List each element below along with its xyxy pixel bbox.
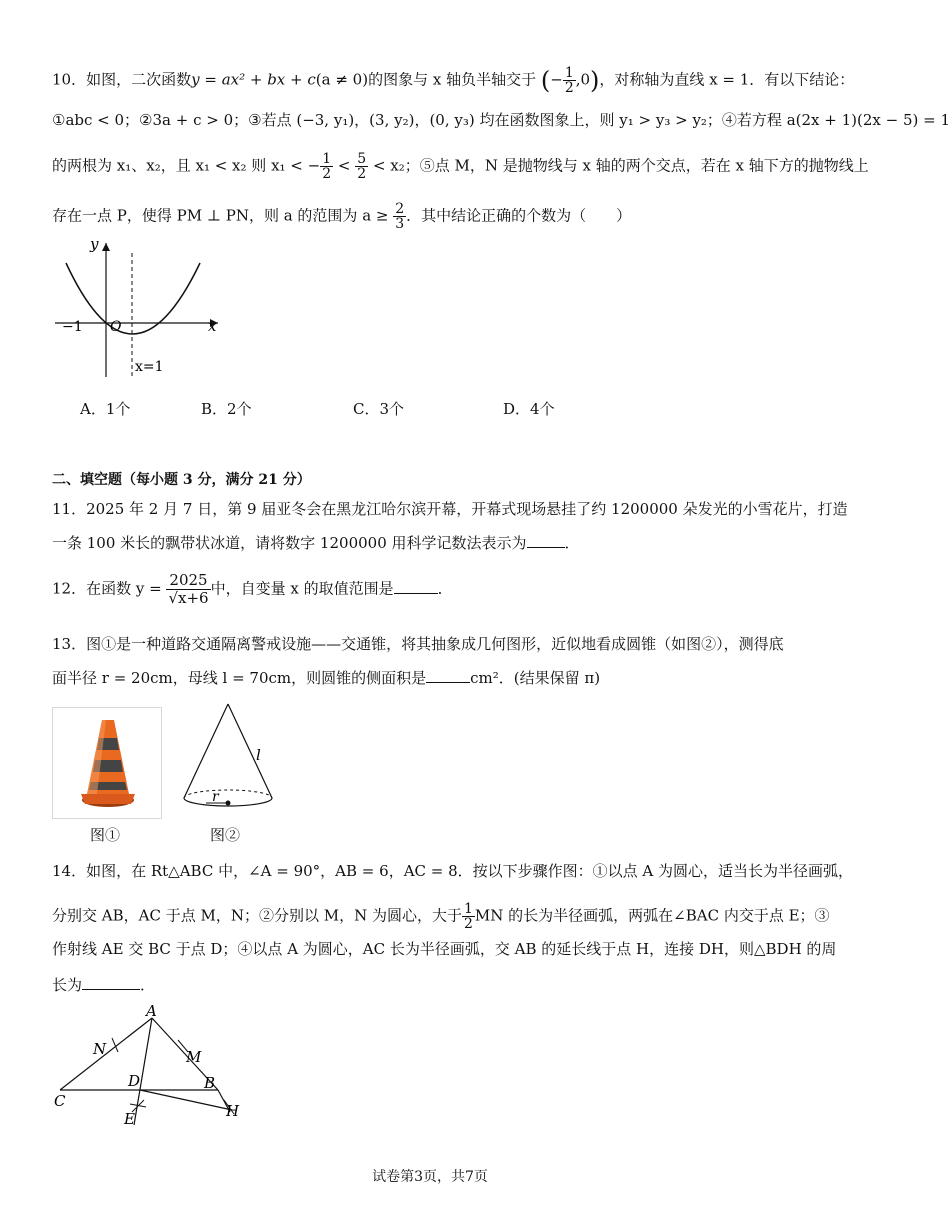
q11-line1: 11．2025 年 2 月 7 日，第 9 届亚冬会在黑龙江哈尔滨开幕，开幕式现场悬挂了约 1200000 朵发光的小雪花片，打造	[52, 500, 848, 518]
option-d[interactable]: D．4个	[503, 400, 555, 418]
q10-line1: 10．如图，二次函数y = ax² + bx + c(a ≠ 0)的图象与 x 轴负半轴交于 (− $\frac{1}{2}$ ,0)，对称轴为直线 x = 1．有以下结论：	[52, 65, 855, 96]
option-c[interactable]: C．3个	[353, 400, 405, 418]
q14-line3: 作射线 AE 交 BC 于点 D；④以点 A 为圆心，AC 长为半径画弧，交 AB 的延长线于点 H，连接 DH，则△BDH 的周	[52, 940, 837, 958]
slant-height-label: l	[256, 746, 261, 764]
fraction: $\frac{1}{2}$	[564, 65, 574, 96]
answer-blank[interactable]	[426, 668, 470, 683]
figure-2-caption: 图②	[210, 826, 241, 844]
svg-text:B: B	[204, 1074, 216, 1092]
q10-line2: ①abc < 0；②3a + c > 0；③若点 (−3, y₁)，(3, y₂)，(0, y₃) 均在函数图象上，则 y₁ > y₃ > y₂；④若方程 a(2x + 1)(2x − 5) = 1	[52, 111, 950, 129]
q14-line2: 分别交 AB，AC 于点 M，N；②分别以 M，N 为圆心，大于 $\frac{1}{2}$ MN 的长为半径画弧，两弧在∠BAC 内交于点 E；③	[52, 901, 830, 932]
q14-line1: 14．如图，在 Rt△ABC 中，∠A = 90°，AB = 6，AC = 8．按以下步骤作图：①以点 A 为圆心，适当长为半径画弧，	[52, 862, 854, 880]
traffic-cone-photo	[52, 707, 162, 819]
answer-blank[interactable]	[394, 579, 438, 594]
y-axis-arrow	[102, 243, 110, 251]
x-label: x	[208, 317, 217, 335]
radius-label: r	[212, 789, 219, 805]
figure-1-caption: 图①	[90, 826, 121, 844]
svg-text:D: D	[128, 1072, 141, 1090]
q10-parabola-graph	[50, 235, 230, 380]
section-heading: 二、填空题（每小题 3 分，满分 21 分）	[52, 472, 311, 488]
q14-line4: 长为 ．	[52, 976, 156, 994]
option-b[interactable]: B．2个	[201, 400, 252, 418]
symmetry-axis-label: x=1	[135, 359, 164, 375]
q13-line2: 面半径 r = 20cm，母线 l = 70cm，则圆锥的侧面积是 cm²．(结果保留 π)	[52, 669, 601, 687]
svg-text:C: C	[54, 1092, 66, 1110]
q12-line: 12．在函数 y = $\frac{2025}{√x+6}$ 中，自变量 x 的取值范围是 ．	[52, 571, 453, 607]
q11-line2: 一条 100 米长的飘带状冰道，请将数字 1200000 用科学记数法表示为 ．	[52, 534, 580, 552]
page-footer: 试卷第3页，共7页	[372, 1169, 488, 1185]
minus-one-label: −1	[62, 319, 83, 335]
traffic-cone-icon	[53, 708, 161, 818]
y-label: y	[90, 235, 99, 253]
option-a[interactable]: A．1个	[80, 400, 131, 418]
svg-text:H: H	[226, 1102, 240, 1120]
answer-blank[interactable]	[82, 975, 140, 990]
q13-line1: 13．图①是一种道路交通隔离警戒设施——交通锥，将其抽象成几何图形，近似地看成圆锥（如图②），测得底	[52, 635, 784, 653]
origin-label: O	[110, 319, 122, 335]
svg-text:A: A	[146, 1002, 157, 1020]
svg-text:M: M	[186, 1048, 202, 1066]
svg-text:E: E	[124, 1110, 135, 1128]
q14-geometry-figure	[48, 1000, 248, 1130]
q10-line3: 的两根为 x₁、x₂，且 x₁ < x₂ 则 x₁ < − $\frac{1}{2}$ < $\frac{5}{2}$ < x₂；⑤点 M，N 是抛物线与 x 轴的两个交点，若在 x 轴下方的抛物线上	[52, 151, 869, 182]
answer-blank[interactable]	[527, 533, 565, 548]
q10-line4: 存在一点 P，使得 PM ⊥ PN，则 a 的范围为 a ≥ $\frac{2}{3}$ ．其中结论正确的个数为（ ）	[52, 201, 632, 232]
cone-diagram	[176, 700, 276, 812]
svg-text:N: N	[93, 1040, 107, 1058]
